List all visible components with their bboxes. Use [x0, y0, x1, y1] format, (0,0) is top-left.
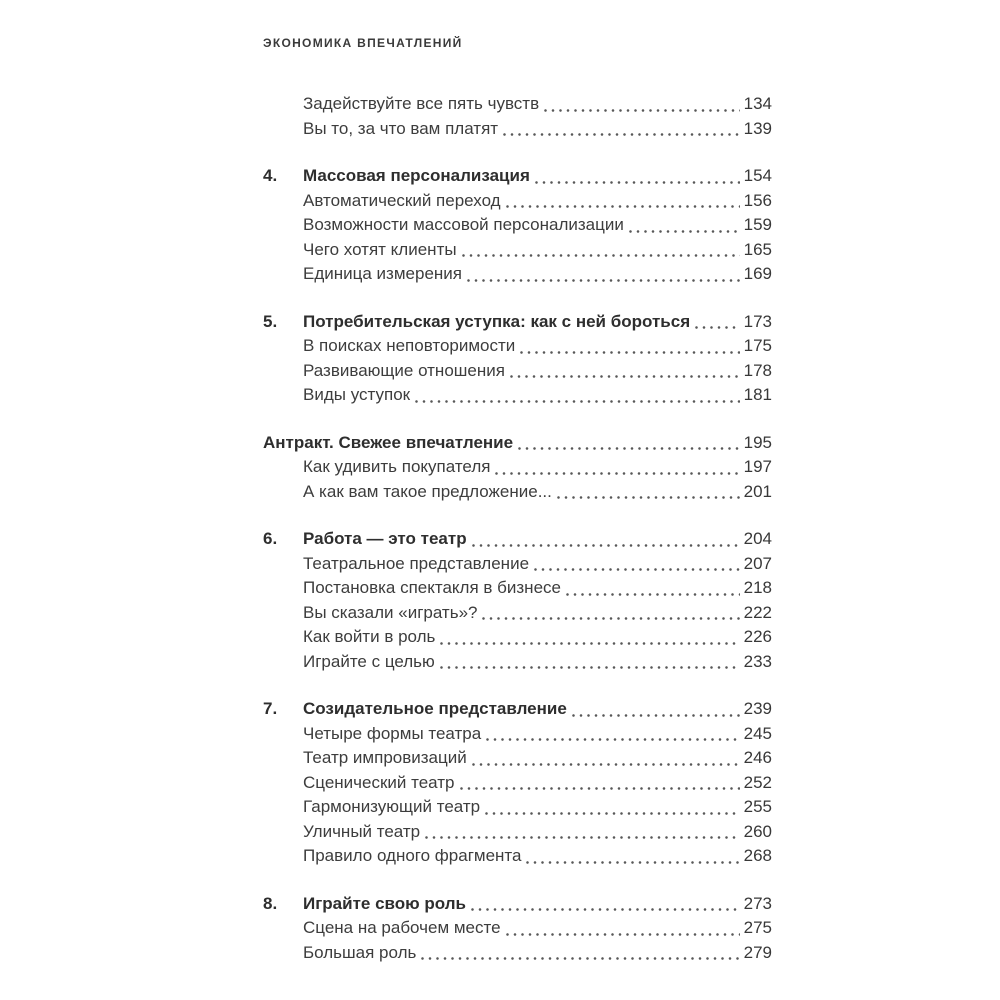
toc-page-number: 181 [743, 385, 772, 404]
toc-entry-label: Единица измерения [303, 264, 462, 283]
toc-row [263, 189, 772, 214]
toc-dot-leader [486, 738, 739, 741]
toc-row [263, 262, 772, 287]
toc-row [263, 771, 772, 796]
toc-chapter-number: 5. [263, 311, 278, 331]
toc-row [263, 213, 772, 238]
toc-row [263, 383, 772, 408]
toc-entry-label: Правило одного фрагмента [303, 846, 522, 865]
toc-page-number: 134 [743, 94, 772, 113]
toc-dot-leader [535, 181, 740, 184]
toc-dot-leader [425, 836, 739, 839]
toc-entry-label: Играйте свою роль [303, 893, 466, 913]
toc-entry-label: Возможности массовой персонализации [303, 215, 624, 234]
toc-row [263, 92, 772, 117]
toc-entry-label: Созидательное представление [303, 699, 567, 718]
toc-entry-label: А как вам такое предложение... [303, 481, 552, 501]
toc-row [263, 238, 772, 263]
toc-row [263, 359, 772, 384]
toc-row [263, 455, 772, 480]
toc-row [263, 892, 772, 917]
toc-page-number: 169 [743, 264, 772, 283]
toc-page-number: 175 [743, 336, 772, 355]
toc-row [263, 117, 772, 142]
toc-entry-label: Вы сказали «играть»? [303, 602, 478, 622]
toc-dot-leader [467, 279, 740, 282]
toc-dot-leader [629, 230, 740, 233]
toc-page-number: 268 [743, 846, 772, 865]
toc-page-number: 260 [743, 821, 772, 841]
toc-dot-leader [572, 714, 740, 717]
toc-entry-label: Чего хотят клиенты [303, 239, 457, 259]
toc-row [263, 310, 772, 335]
toc-entry-label: Театр импровизаций [303, 748, 467, 767]
toc-dot-leader [544, 109, 740, 112]
toc-entry-label: Виды уступок [303, 385, 411, 404]
toc-row [263, 625, 772, 650]
toc-dot-leader [566, 593, 740, 596]
toc-row [263, 431, 772, 456]
toc-dot-leader [485, 812, 740, 815]
toc-page-number: 178 [743, 360, 772, 380]
toc-page-number: 245 [743, 723, 772, 743]
toc-page-number: 195 [743, 432, 772, 452]
toc-entry-label: Задействуйте все пять чувств [303, 94, 540, 113]
toc-page-number: 207 [743, 553, 772, 573]
toc-entry-label: Большая роль [303, 942, 417, 962]
toc-row [263, 164, 772, 189]
toc-dot-leader [440, 666, 740, 669]
toc-group [263, 527, 772, 674]
toc-group [263, 92, 772, 141]
toc-row [263, 480, 772, 505]
toc-entry-label: Массовая персонализация [303, 166, 530, 185]
toc-entry-label: Театральное представление [303, 553, 530, 573]
toc-dot-leader [472, 544, 740, 547]
toc-dot-leader [534, 568, 740, 571]
toc-row [263, 844, 772, 869]
toc-page-number: 218 [743, 578, 772, 597]
toc-page-number: 201 [743, 481, 772, 501]
toc-entry-label: Играйте с целью [303, 651, 435, 671]
running-head: ЭКОНОМИКА ВПЕЧАТЛЕНИЙ [263, 36, 463, 50]
toc-page-number: 255 [743, 797, 772, 816]
toc-dot-leader [506, 205, 740, 208]
toc-page-number: 275 [743, 918, 772, 937]
toc-page-number: 156 [743, 190, 772, 210]
toc-page-number: 252 [743, 772, 772, 792]
toc-row [263, 527, 772, 552]
toc-dot-leader [526, 861, 739, 864]
toc-entry-label: Вы то, за что вам платят [303, 118, 499, 138]
toc-entry-label: В поисках неповторимости [303, 336, 516, 355]
toc-dot-leader [482, 617, 739, 620]
toc-dot-leader [510, 375, 740, 378]
toc-row [263, 722, 772, 747]
toc-entry-label: Постановка спектакля в бизнесе [303, 578, 561, 597]
toc-dot-leader [472, 763, 740, 766]
toc-group [263, 431, 772, 505]
toc-dot-leader [503, 133, 740, 136]
toc-chapter-number: 8. [263, 893, 278, 913]
toc-entry-label: Четыре формы театра [303, 723, 482, 743]
toc-row [263, 576, 772, 601]
toc-group [263, 892, 772, 966]
toc-row [263, 650, 772, 675]
toc-row [263, 601, 772, 626]
toc-page-number: 139 [743, 118, 772, 138]
toc-dot-leader [695, 326, 740, 329]
toc-group [263, 310, 772, 408]
toc-page-number: 222 [743, 602, 772, 622]
toc-dot-leader [506, 933, 740, 936]
toc-dot-leader [557, 496, 740, 499]
toc-entry-label: Сцена на рабочем месте [303, 918, 501, 937]
toc-group [263, 697, 772, 869]
toc-row [263, 334, 772, 359]
toc-row [263, 916, 772, 941]
toc-page-number: 273 [743, 893, 772, 913]
toc-dot-leader [421, 957, 739, 960]
toc-row [263, 820, 772, 845]
toc-dot-leader [518, 447, 740, 450]
toc-row [263, 941, 772, 966]
toc-row [263, 795, 772, 820]
toc-entry-label: Антракт. Свежее впечатление [263, 432, 514, 452]
toc-row [263, 697, 772, 722]
toc-chapter-number: 4. [263, 166, 278, 185]
toc-page-number: 165 [743, 239, 772, 259]
toc-group [263, 164, 772, 287]
toc-entry-label: Работа — это театр [303, 529, 467, 548]
toc-dot-leader [440, 642, 739, 645]
toc-page-number: 279 [743, 942, 772, 962]
toc-dot-leader [495, 472, 739, 475]
toc-page-number: 233 [743, 651, 772, 671]
toc-entry-label: Гармонизующий театр [303, 797, 481, 816]
toc-page-number: 226 [743, 627, 772, 646]
toc-row [263, 552, 772, 577]
toc-chapter-number: 7. [263, 699, 278, 718]
toc-dot-leader [462, 254, 740, 257]
toc-dot-leader [520, 351, 739, 354]
toc-row [263, 746, 772, 771]
toc-dot-leader [471, 908, 740, 911]
toc-page-number: 159 [743, 215, 772, 234]
toc-entry-label: Потребительская уступка: как с ней бороться [303, 311, 691, 331]
toc-chapter-number: 6. [263, 529, 278, 548]
toc-entry-label: Автоматический переход [303, 190, 501, 210]
toc-dot-leader [460, 787, 740, 790]
toc-dot-leader [415, 400, 740, 403]
toc-page-number: 204 [743, 529, 772, 548]
toc-page-number: 239 [743, 699, 772, 718]
toc-list [263, 92, 772, 965]
toc-entry-label: Сценический театр [303, 772, 455, 792]
toc-entry-label: Как удивить покупателя [303, 457, 491, 476]
toc-page-number: 173 [743, 311, 772, 331]
toc-entry-label: Развивающие отношения [303, 360, 505, 380]
toc-entry-label: Уличный театр [303, 821, 421, 841]
toc-page-number: 197 [743, 457, 772, 476]
toc-entry-label: Как войти в роль [303, 627, 436, 646]
toc-page-number: 154 [743, 166, 772, 185]
toc-page-number: 246 [743, 748, 772, 767]
